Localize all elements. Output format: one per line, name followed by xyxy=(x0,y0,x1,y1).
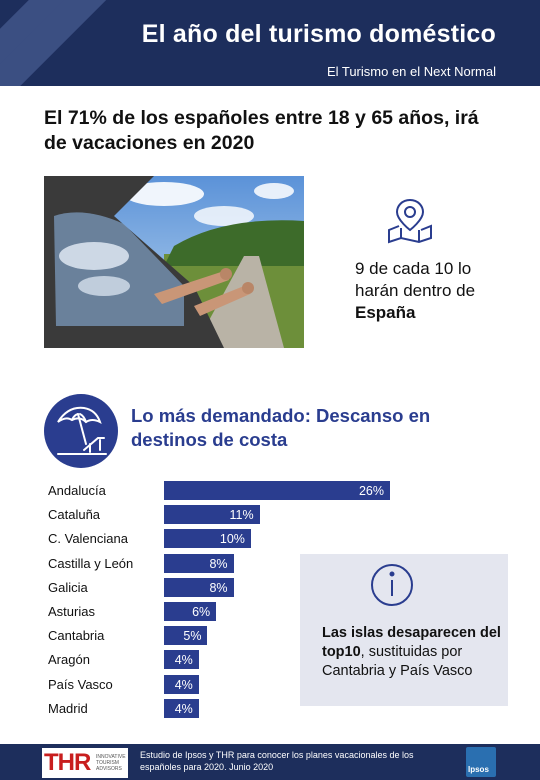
chart-bar xyxy=(164,626,207,645)
ipsos-logo xyxy=(466,747,496,777)
info-text xyxy=(322,624,502,681)
map-pin-icon xyxy=(385,196,435,244)
chart-bar xyxy=(164,578,234,597)
chart-value-label: 10% xyxy=(219,532,245,547)
chart-bar xyxy=(164,699,199,718)
car-window-photo xyxy=(44,176,304,348)
thr-logo-text: THR xyxy=(44,749,91,776)
chart-value-label: 8% xyxy=(209,556,228,571)
info-text-rest: , sustituidas por Cantabria y País Vasco xyxy=(322,644,473,679)
footer-text: Estudio de Ipsos y THR para conocer los planes vacacionales de los españoles para 2020. Junio 2020 xyxy=(140,750,414,772)
chart-category-label: Madrid xyxy=(48,700,88,716)
stat-text xyxy=(355,258,505,324)
chart-category-label: País Vasco xyxy=(48,676,113,692)
info-text-bold: Las islas desaparecen del top10 xyxy=(322,625,501,660)
chart-value-label: 11% xyxy=(229,508,254,523)
thr-logo xyxy=(42,748,128,778)
chart-bar xyxy=(164,602,216,621)
stat-text-prefix: 9 de cada 10 lo harán dentro de xyxy=(355,259,476,300)
chart-bar xyxy=(164,505,260,524)
chart-bar xyxy=(164,554,234,573)
chart-value-label: 4% xyxy=(174,653,193,668)
chart-category-label: Galicia xyxy=(48,579,88,595)
chart-value-label: 4% xyxy=(174,677,193,692)
chart-category-label: Aragón xyxy=(48,652,90,668)
chart-category-label: Cataluña xyxy=(48,507,101,523)
chart-category-label: Andalucía xyxy=(48,483,106,498)
chart-category-label: C. Valenciana xyxy=(48,531,128,547)
stat-text-bold: España xyxy=(355,303,416,322)
chart-row xyxy=(44,528,424,548)
chart-value-label: 4% xyxy=(174,701,193,716)
page-title: El año del turismo doméstico xyxy=(141,20,496,48)
chart-value-label: 8% xyxy=(209,580,228,595)
page-subtitle: El Turismo en el Next Normal xyxy=(326,64,496,79)
chart-row xyxy=(44,504,424,524)
chart-bar xyxy=(164,481,390,500)
chart-bar xyxy=(164,650,199,669)
chart-value-label: 5% xyxy=(183,629,202,644)
chart-bar xyxy=(164,529,251,548)
chart-value-label: 26% xyxy=(358,484,384,498)
thr-logo-tagline: INNOVATIVE TOURISM ADVISORS xyxy=(96,754,126,772)
ipsos-logo-text: Ipsos xyxy=(468,765,489,774)
info-icon xyxy=(369,562,415,608)
chart-bar xyxy=(164,675,199,694)
headline: El 71% de los españoles entre 18 y 65 años, irá de vacaciones en 2020 xyxy=(44,107,479,154)
chart-row xyxy=(44,480,424,500)
section-title: Lo más demandado: Descanso en destinos de costa xyxy=(131,405,431,450)
chart-category-label: Castilla y León xyxy=(48,555,134,571)
header-banner xyxy=(0,0,540,86)
chart-value-label: 6% xyxy=(192,605,211,619)
beach-umbrella-icon xyxy=(44,394,118,468)
chart-category-label: Cantabria xyxy=(48,628,105,644)
chart-category-label: Asturias xyxy=(48,604,95,619)
